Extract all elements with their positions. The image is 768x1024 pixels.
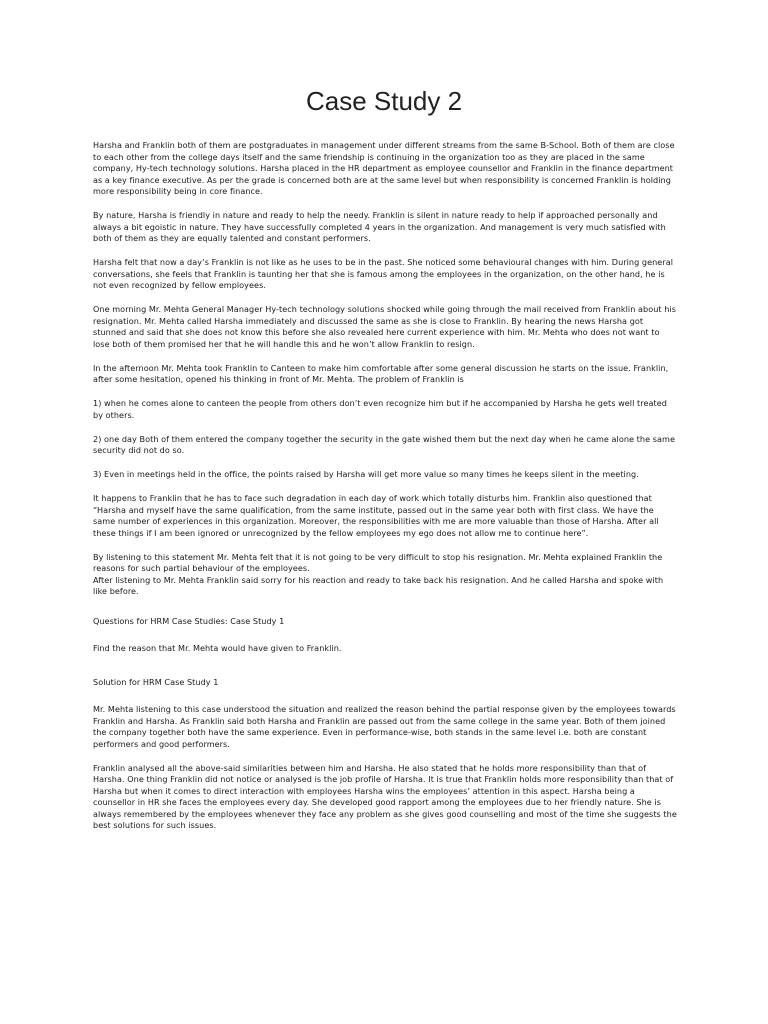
paragraph: In the afternoon Mr. Mehta took Franklin to Canteen to make him comfortable after some general discussion he starts on the issue. Franklin, after some hesitation, opened his thinking in front of Mr. Mehta. The problem of Franklin is bbox=[93, 362, 669, 384]
page-title: Case Study 2 bbox=[305, 86, 463, 116]
paragraph: Harsha and Franklin both of them are postgraduates in management under different streams from the same B-School. Both of them are close to each other from the college days itself and the same friendship is continuing in the organization too as they are placed in the same company, Hy-tech technology solutions. Harsha placed in the HR department as employee counsellor and Franklin in the finance department as a key finance executive. As per the grade is concerned both are at the same level but when responsibility is concerned Franklin is holding more responsibility being in core finance. bbox=[93, 140, 675, 196]
paragraph: 3) Even in meetings held in the office, the points raised by Harsha will get more value so many times he keeps silent in the meeting. bbox=[93, 469, 639, 479]
paragraph: 1) when he comes alone to canteen the people from others don’t even recognize him but if he accompanied by Harsha he gets well treated by others. bbox=[93, 398, 667, 420]
paragraph: By listening to this statement Mr. Mehta felt that it is not going to be very difficult to stop his resignation. Mr. Mehta explained Franklin the reasons for such partial behaviour of the employees. After listening to Mr. Mehta Franklin said sorry for his reaction and ready to take back his resignation. And he called Harsha and spoke with like before. bbox=[93, 551, 664, 596]
document-body bbox=[93, 140, 678, 844]
paragraph: 2) one day Both of them entered the company together the security in the gate wished them but the next day when he came alone the same security did not do so. bbox=[93, 433, 675, 455]
paragraph: One morning Mr. Mehta General Manager Hy-tech technology solutions shocked while going through the mail received from Franklin about his resignation. Mr. Mehta called Harsha immediately and discussed the same as she is close to Franklin. By hearing the news Harsha got stunned and said that she does not know this before she also revealed here current experience with him. Mr. Mehta who does not want to lose both of them promised her that he will handle this and he won’t allow Franklin to resign. bbox=[93, 304, 676, 349]
solution-paragraph: Mr. Mehta listening to this case understood the situation and realized the reason behind the partial response given by the employees towards Franklin and Harsha. As Franklin said both Harsha and Franklin are passed out from the same college in the same year. Both of them joined the company together both have the same experience. Even in performance-wise, both stands in the same level i.e. both are constant performers and good performers. bbox=[93, 704, 676, 749]
solution-heading: Solution for HRM Case Study 1 bbox=[93, 676, 219, 687]
paragraph: Harsha felt that now a day’s Franklin is not like as he uses to be in the past. She noticed some behavioural changes with him. During general conversations, she feels that Franklin is taunting her that she is famous among the employees in the organization, on the other hand, he is not even recognized by fellow employees. bbox=[93, 257, 674, 290]
solution-paragraph: Franklin analysed all the above-said similarities between him and Harsha. He also stated that he holds more responsibility than that of Harsha. One thing Franklin did not notice or analysed is the job profile of Harsha. It is true that Franklin holds more responsibility than that of Harsha but when it comes to direct interaction with employees Harsha wins the employees’ attention in this aspect. Harsha being a counsellor in HR she faces the employees every day. She developed good rapport among the employees due to her friendly nature. She is always remembered by the employees whenever they face any problem as she gives good counselling and most of the time she suggests the best solutions for such issues. bbox=[93, 762, 677, 830]
paragraph: By nature, Harsha is friendly in nature and ready to help the needy. Franklin is silent in nature ready to help if approached personally and always a bit egoistic in nature. They have successfully completed 4 years in the organization. And management is very much satisfied with both of them as they are equally talented and constant performers. bbox=[93, 210, 666, 243]
paragraph: It happens to Franklin that he has to face such degradation in each day of work which totally disturbs him. Franklin also questioned that “Harsha and myself have the same qualification, from the same institute, passed out in the same year both with first class. We have the same number of experiences in this organization. Moreover, the responsibilities with me are more valuable than those of Harsha. After all these things if I am been ignored or unrecognized by the fellow employees my ego does not allow me to continue here”. bbox=[93, 493, 659, 538]
question-text: Find the reason that Mr. Mehta would have given to Franklin. bbox=[93, 643, 342, 653]
questions-heading: Questions for HRM Case Studies: Case Study 1 bbox=[93, 615, 285, 626]
